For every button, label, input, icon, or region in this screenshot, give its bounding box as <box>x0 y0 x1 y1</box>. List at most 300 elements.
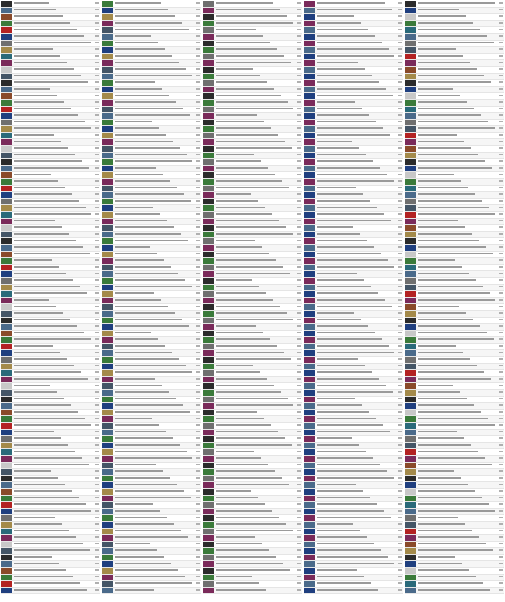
list-item[interactable] <box>1 489 100 496</box>
list-item[interactable] <box>1 502 100 509</box>
list-item[interactable] <box>102 390 201 397</box>
list-item[interactable] <box>102 509 201 516</box>
thumbnail-image[interactable] <box>405 8 416 14</box>
list-item-title[interactable] <box>216 470 293 473</box>
list-item-title[interactable] <box>216 418 293 421</box>
thumbnail-image[interactable] <box>304 153 315 159</box>
list-item-title[interactable] <box>418 160 495 163</box>
thumbnail-image[interactable] <box>405 139 416 145</box>
list-item[interactable] <box>203 41 302 48</box>
thumbnail-image[interactable] <box>203 67 214 73</box>
list-item-title[interactable] <box>317 536 394 539</box>
thumbnail-image[interactable] <box>405 357 416 363</box>
list-item[interactable] <box>102 146 201 153</box>
list-item[interactable] <box>102 350 201 357</box>
list-item-title[interactable] <box>115 556 192 559</box>
thumbnail-image[interactable] <box>102 54 113 60</box>
list-item-title[interactable] <box>14 569 91 572</box>
thumbnail-image[interactable] <box>405 27 416 33</box>
list-item[interactable] <box>405 21 504 28</box>
list-item[interactable] <box>405 179 504 186</box>
list-item-title[interactable] <box>14 391 91 394</box>
list-item[interactable] <box>304 199 403 206</box>
thumbnail-image[interactable] <box>1 383 12 389</box>
thumbnail-image[interactable] <box>1 186 12 192</box>
list-item[interactable] <box>203 278 302 285</box>
list-item[interactable] <box>405 87 504 94</box>
thumbnail-image[interactable] <box>102 258 113 264</box>
thumbnail-image[interactable] <box>102 463 113 469</box>
thumbnail-image[interactable] <box>102 21 113 27</box>
list-item-title[interactable] <box>418 325 495 328</box>
list-item-title[interactable] <box>14 226 91 229</box>
list-item-title[interactable] <box>216 233 293 236</box>
list-item[interactable] <box>203 548 302 555</box>
thumbnail-image[interactable] <box>405 47 416 53</box>
thumbnail-image[interactable] <box>203 153 214 159</box>
list-item-title[interactable] <box>317 391 394 394</box>
list-item-title[interactable] <box>418 444 495 447</box>
list-item[interactable] <box>304 403 403 410</box>
list-item-title[interactable] <box>14 240 91 243</box>
list-item-title[interactable] <box>14 358 91 361</box>
list-item[interactable] <box>1 93 100 100</box>
thumbnail-image[interactable] <box>203 463 214 469</box>
thumbnail-image[interactable] <box>405 1 416 7</box>
list-item[interactable] <box>203 100 302 107</box>
thumbnail-image[interactable] <box>304 364 315 370</box>
list-item-title[interactable] <box>418 418 495 421</box>
list-item-title[interactable] <box>14 55 91 58</box>
thumbnail-image[interactable] <box>102 172 113 178</box>
thumbnail-image[interactable] <box>304 252 315 258</box>
list-item[interactable] <box>405 225 504 232</box>
list-item-title[interactable] <box>216 55 293 58</box>
list-item[interactable] <box>203 331 302 338</box>
thumbnail-image[interactable] <box>405 588 416 594</box>
thumbnail-image[interactable] <box>304 502 315 508</box>
list-item[interactable] <box>203 27 302 34</box>
thumbnail-image[interactable] <box>304 278 315 284</box>
list-item-title[interactable] <box>115 68 192 71</box>
thumbnail-image[interactable] <box>102 311 113 317</box>
list-item-title[interactable] <box>418 517 495 520</box>
list-item-title[interactable] <box>418 385 495 388</box>
list-item[interactable] <box>405 575 504 582</box>
list-item[interactable] <box>102 186 201 193</box>
thumbnail-image[interactable] <box>405 113 416 119</box>
list-item-title[interactable] <box>418 582 495 585</box>
list-item-title[interactable] <box>115 563 192 566</box>
list-item-title[interactable] <box>216 306 293 309</box>
list-item-title[interactable] <box>14 549 91 552</box>
thumbnail-image[interactable] <box>304 568 315 574</box>
list-item-title[interactable] <box>14 332 91 335</box>
list-item[interactable] <box>203 515 302 522</box>
list-item-title[interactable] <box>317 213 394 216</box>
list-item-title[interactable] <box>216 121 293 124</box>
list-item-title[interactable] <box>14 431 91 434</box>
list-item[interactable] <box>304 555 403 562</box>
list-item-title[interactable] <box>216 424 293 427</box>
list-item[interactable] <box>1 515 100 522</box>
list-item[interactable] <box>203 357 302 364</box>
thumbnail-image[interactable] <box>203 93 214 99</box>
list-item[interactable] <box>1 581 100 588</box>
list-item-title[interactable] <box>216 517 293 520</box>
list-item-title[interactable] <box>115 167 192 170</box>
thumbnail-image[interactable] <box>304 522 315 528</box>
list-item[interactable] <box>203 344 302 351</box>
list-item[interactable] <box>203 410 302 417</box>
thumbnail-image[interactable] <box>1 377 12 383</box>
thumbnail-image[interactable] <box>102 357 113 363</box>
thumbnail-image[interactable] <box>304 271 315 277</box>
list-item-title[interactable] <box>115 484 192 487</box>
list-item[interactable] <box>1 252 100 259</box>
list-item[interactable] <box>102 357 201 364</box>
list-item-title[interactable] <box>418 2 495 5</box>
thumbnail-image[interactable] <box>405 509 416 515</box>
list-item-title[interactable] <box>418 484 495 487</box>
thumbnail-image[interactable] <box>102 298 113 304</box>
thumbnail-image[interactable] <box>203 555 214 561</box>
list-item-title[interactable] <box>115 147 192 150</box>
list-item[interactable] <box>1 139 100 146</box>
list-item-title[interactable] <box>317 563 394 566</box>
list-item[interactable] <box>1 232 100 239</box>
thumbnail-image[interactable] <box>304 238 315 244</box>
thumbnail-image[interactable] <box>102 324 113 330</box>
thumbnail-image[interactable] <box>405 463 416 469</box>
list-item[interactable] <box>405 172 504 179</box>
list-item[interactable] <box>1 357 100 364</box>
list-item-title[interactable] <box>418 220 495 223</box>
thumbnail-image[interactable] <box>203 581 214 587</box>
list-item-title[interactable] <box>216 200 293 203</box>
list-item-title[interactable] <box>14 325 91 328</box>
list-item-title[interactable] <box>115 306 192 309</box>
thumbnail-image[interactable] <box>102 390 113 396</box>
thumbnail-image[interactable] <box>304 120 315 126</box>
list-item[interactable] <box>405 469 504 476</box>
thumbnail-image[interactable] <box>102 166 113 172</box>
list-item[interactable] <box>405 47 504 54</box>
thumbnail-image[interactable] <box>1 120 12 126</box>
thumbnail-image[interactable] <box>304 166 315 172</box>
list-item[interactable] <box>405 350 504 357</box>
list-item-title[interactable] <box>317 523 394 526</box>
list-item-title[interactable] <box>216 75 293 78</box>
thumbnail-image[interactable] <box>405 166 416 172</box>
list-item[interactable] <box>102 238 201 245</box>
list-item[interactable] <box>405 238 504 245</box>
thumbnail-image[interactable] <box>102 509 113 515</box>
thumbnail-image[interactable] <box>405 548 416 554</box>
list-item[interactable] <box>405 212 504 219</box>
thumbnail-image[interactable] <box>102 377 113 383</box>
thumbnail-image[interactable] <box>304 337 315 343</box>
list-item-title[interactable] <box>418 101 495 104</box>
thumbnail-image[interactable] <box>304 27 315 33</box>
list-item[interactable] <box>304 522 403 529</box>
list-item[interactable] <box>405 482 504 489</box>
list-item-title[interactable] <box>317 477 394 480</box>
thumbnail-image[interactable] <box>102 238 113 244</box>
list-item[interactable] <box>405 555 504 562</box>
thumbnail-image[interactable] <box>1 588 12 594</box>
list-item-title[interactable] <box>14 200 91 203</box>
list-item[interactable] <box>203 258 302 265</box>
list-item[interactable] <box>203 390 302 397</box>
thumbnail-image[interactable] <box>203 390 214 396</box>
list-item-title[interactable] <box>216 273 293 276</box>
list-item[interactable] <box>304 489 403 496</box>
list-item-title[interactable] <box>317 556 394 559</box>
list-item[interactable] <box>405 252 504 259</box>
list-item-title[interactable] <box>216 193 293 196</box>
list-item[interactable] <box>102 561 201 568</box>
list-item[interactable] <box>405 529 504 536</box>
thumbnail-image[interactable] <box>405 252 416 258</box>
list-item[interactable] <box>405 324 504 331</box>
list-item-title[interactable] <box>317 35 394 38</box>
thumbnail-image[interactable] <box>102 113 113 119</box>
thumbnail-image[interactable] <box>203 14 214 20</box>
list-item[interactable] <box>1 548 100 555</box>
thumbnail-image[interactable] <box>304 469 315 475</box>
list-item-title[interactable] <box>14 484 91 487</box>
list-item[interactable] <box>102 219 201 226</box>
thumbnail-image[interactable] <box>405 153 416 159</box>
list-item-title[interactable] <box>216 332 293 335</box>
list-item[interactable] <box>102 265 201 272</box>
thumbnail-image[interactable] <box>1 153 12 159</box>
list-item[interactable] <box>102 331 201 338</box>
list-item-title[interactable] <box>14 2 91 5</box>
list-item[interactable] <box>102 370 201 377</box>
list-item-title[interactable] <box>317 411 394 414</box>
list-item[interactable] <box>102 410 201 417</box>
list-item[interactable] <box>203 509 302 516</box>
thumbnail-image[interactable] <box>405 350 416 356</box>
list-item[interactable] <box>405 535 504 542</box>
list-item-title[interactable] <box>216 484 293 487</box>
list-item[interactable] <box>405 403 504 410</box>
list-item[interactable] <box>1 522 100 529</box>
thumbnail-image[interactable] <box>203 588 214 594</box>
list-item-title[interactable] <box>14 503 91 506</box>
list-item-title[interactable] <box>115 576 192 579</box>
thumbnail-image[interactable] <box>1 476 12 482</box>
thumbnail-image[interactable] <box>203 225 214 231</box>
list-item[interactable] <box>1 80 100 87</box>
list-item-title[interactable] <box>216 345 293 348</box>
list-item[interactable] <box>304 179 403 186</box>
thumbnail-image[interactable] <box>203 502 214 508</box>
thumbnail-image[interactable] <box>1 60 12 66</box>
list-item-title[interactable] <box>115 457 192 460</box>
list-item[interactable] <box>102 120 201 127</box>
thumbnail-image[interactable] <box>304 581 315 587</box>
list-item[interactable] <box>405 113 504 120</box>
thumbnail-image[interactable] <box>405 535 416 541</box>
list-item[interactable] <box>1 199 100 206</box>
list-item-title[interactable] <box>14 167 91 170</box>
list-item-title[interactable] <box>216 134 293 137</box>
list-item[interactable] <box>203 192 302 199</box>
list-item[interactable] <box>1 456 100 463</box>
thumbnail-image[interactable] <box>1 179 12 185</box>
thumbnail-image[interactable] <box>203 430 214 436</box>
thumbnail-image[interactable] <box>304 186 315 192</box>
list-item[interactable] <box>304 41 403 48</box>
thumbnail-image[interactable] <box>203 291 214 297</box>
thumbnail-image[interactable] <box>102 561 113 567</box>
list-item[interactable] <box>1 238 100 245</box>
list-item-title[interactable] <box>418 193 495 196</box>
list-item[interactable] <box>1 47 100 54</box>
list-item[interactable] <box>304 357 403 364</box>
thumbnail-image[interactable] <box>1 370 12 376</box>
list-item-title[interactable] <box>115 312 192 315</box>
list-item-title[interactable] <box>14 490 91 493</box>
list-item-title[interactable] <box>216 101 293 104</box>
list-item[interactable] <box>1 318 100 325</box>
list-item[interactable] <box>203 304 302 311</box>
list-item[interactable] <box>304 397 403 404</box>
thumbnail-image[interactable] <box>1 509 12 515</box>
thumbnail-image[interactable] <box>1 489 12 495</box>
list-item[interactable] <box>102 166 201 173</box>
thumbnail-image[interactable] <box>304 416 315 422</box>
thumbnail-image[interactable] <box>102 252 113 258</box>
list-item[interactable] <box>203 245 302 252</box>
list-item-title[interactable] <box>115 160 192 163</box>
thumbnail-image[interactable] <box>1 522 12 528</box>
list-item-title[interactable] <box>14 543 91 546</box>
list-item[interactable] <box>203 199 302 206</box>
list-item[interactable] <box>203 265 302 272</box>
list-item-title[interactable] <box>216 365 293 368</box>
list-item[interactable] <box>102 515 201 522</box>
thumbnail-image[interactable] <box>405 278 416 284</box>
thumbnail-image[interactable] <box>304 515 315 521</box>
list-item-title[interactable] <box>115 253 192 256</box>
list-item[interactable] <box>102 21 201 28</box>
list-item[interactable] <box>102 436 201 443</box>
list-item[interactable] <box>405 205 504 212</box>
thumbnail-image[interactable] <box>304 113 315 119</box>
list-item[interactable] <box>1 588 100 595</box>
list-item-title[interactable] <box>317 484 394 487</box>
thumbnail-image[interactable] <box>1 146 12 152</box>
list-item[interactable] <box>203 67 302 74</box>
list-item[interactable] <box>102 397 201 404</box>
list-item[interactable] <box>102 258 201 265</box>
list-item[interactable] <box>1 350 100 357</box>
list-item-title[interactable] <box>216 180 293 183</box>
list-item-title[interactable] <box>216 154 293 157</box>
thumbnail-image[interactable] <box>102 331 113 337</box>
thumbnail-image[interactable] <box>405 324 416 330</box>
list-item[interactable] <box>405 166 504 173</box>
list-item[interactable] <box>1 67 100 74</box>
thumbnail-image[interactable] <box>304 377 315 383</box>
list-item-title[interactable] <box>418 35 495 38</box>
list-item-title[interactable] <box>115 121 192 124</box>
list-item[interactable] <box>102 107 201 114</box>
list-item[interactable] <box>102 225 201 232</box>
thumbnail-image[interactable] <box>304 291 315 297</box>
list-item-title[interactable] <box>14 266 91 269</box>
list-item-title[interactable] <box>115 451 192 454</box>
list-item-title[interactable] <box>115 549 192 552</box>
list-item[interactable] <box>203 443 302 450</box>
list-item[interactable] <box>102 199 201 206</box>
list-item[interactable] <box>304 1 403 8</box>
list-item-title[interactable] <box>115 42 192 45</box>
list-item-title[interactable] <box>115 510 192 513</box>
list-item-title[interactable] <box>115 193 192 196</box>
list-item-title[interactable] <box>14 306 91 309</box>
thumbnail-image[interactable] <box>203 179 214 185</box>
list-item[interactable] <box>1 436 100 443</box>
thumbnail-image[interactable] <box>102 27 113 33</box>
list-item[interactable] <box>203 93 302 100</box>
list-item-title[interactable] <box>14 147 91 150</box>
thumbnail-image[interactable] <box>304 324 315 330</box>
list-item-title[interactable] <box>418 378 495 381</box>
list-item-title[interactable] <box>115 108 192 111</box>
list-item[interactable] <box>1 476 100 483</box>
list-item[interactable] <box>405 357 504 364</box>
thumbnail-image[interactable] <box>304 199 315 205</box>
list-item[interactable] <box>1 179 100 186</box>
thumbnail-image[interactable] <box>1 166 12 172</box>
thumbnail-image[interactable] <box>405 285 416 291</box>
thumbnail-image[interactable] <box>102 93 113 99</box>
list-item[interactable] <box>405 186 504 193</box>
list-item-title[interactable] <box>317 22 394 25</box>
thumbnail-image[interactable] <box>102 304 113 310</box>
thumbnail-image[interactable] <box>102 225 113 231</box>
list-item[interactable] <box>203 1 302 8</box>
list-item-title[interactable] <box>418 543 495 546</box>
list-item-title[interactable] <box>115 569 192 572</box>
list-item[interactable] <box>405 548 504 555</box>
thumbnail-image[interactable] <box>102 133 113 139</box>
list-item-title[interactable] <box>14 404 91 407</box>
list-item[interactable] <box>304 14 403 21</box>
list-item[interactable] <box>304 496 403 503</box>
thumbnail-image[interactable] <box>102 575 113 581</box>
list-item-title[interactable] <box>14 279 91 282</box>
list-item-title[interactable] <box>216 292 293 295</box>
thumbnail-image[interactable] <box>1 192 12 198</box>
list-item-title[interactable] <box>418 187 495 190</box>
thumbnail-image[interactable] <box>203 126 214 132</box>
thumbnail-image[interactable] <box>102 469 113 475</box>
list-item-title[interactable] <box>317 246 394 249</box>
thumbnail-image[interactable] <box>304 34 315 40</box>
thumbnail-image[interactable] <box>102 482 113 488</box>
thumbnail-image[interactable] <box>203 113 214 119</box>
thumbnail-image[interactable] <box>304 456 315 462</box>
list-item-title[interactable] <box>115 424 192 427</box>
list-item[interactable] <box>1 298 100 305</box>
list-item-title[interactable] <box>14 365 91 368</box>
